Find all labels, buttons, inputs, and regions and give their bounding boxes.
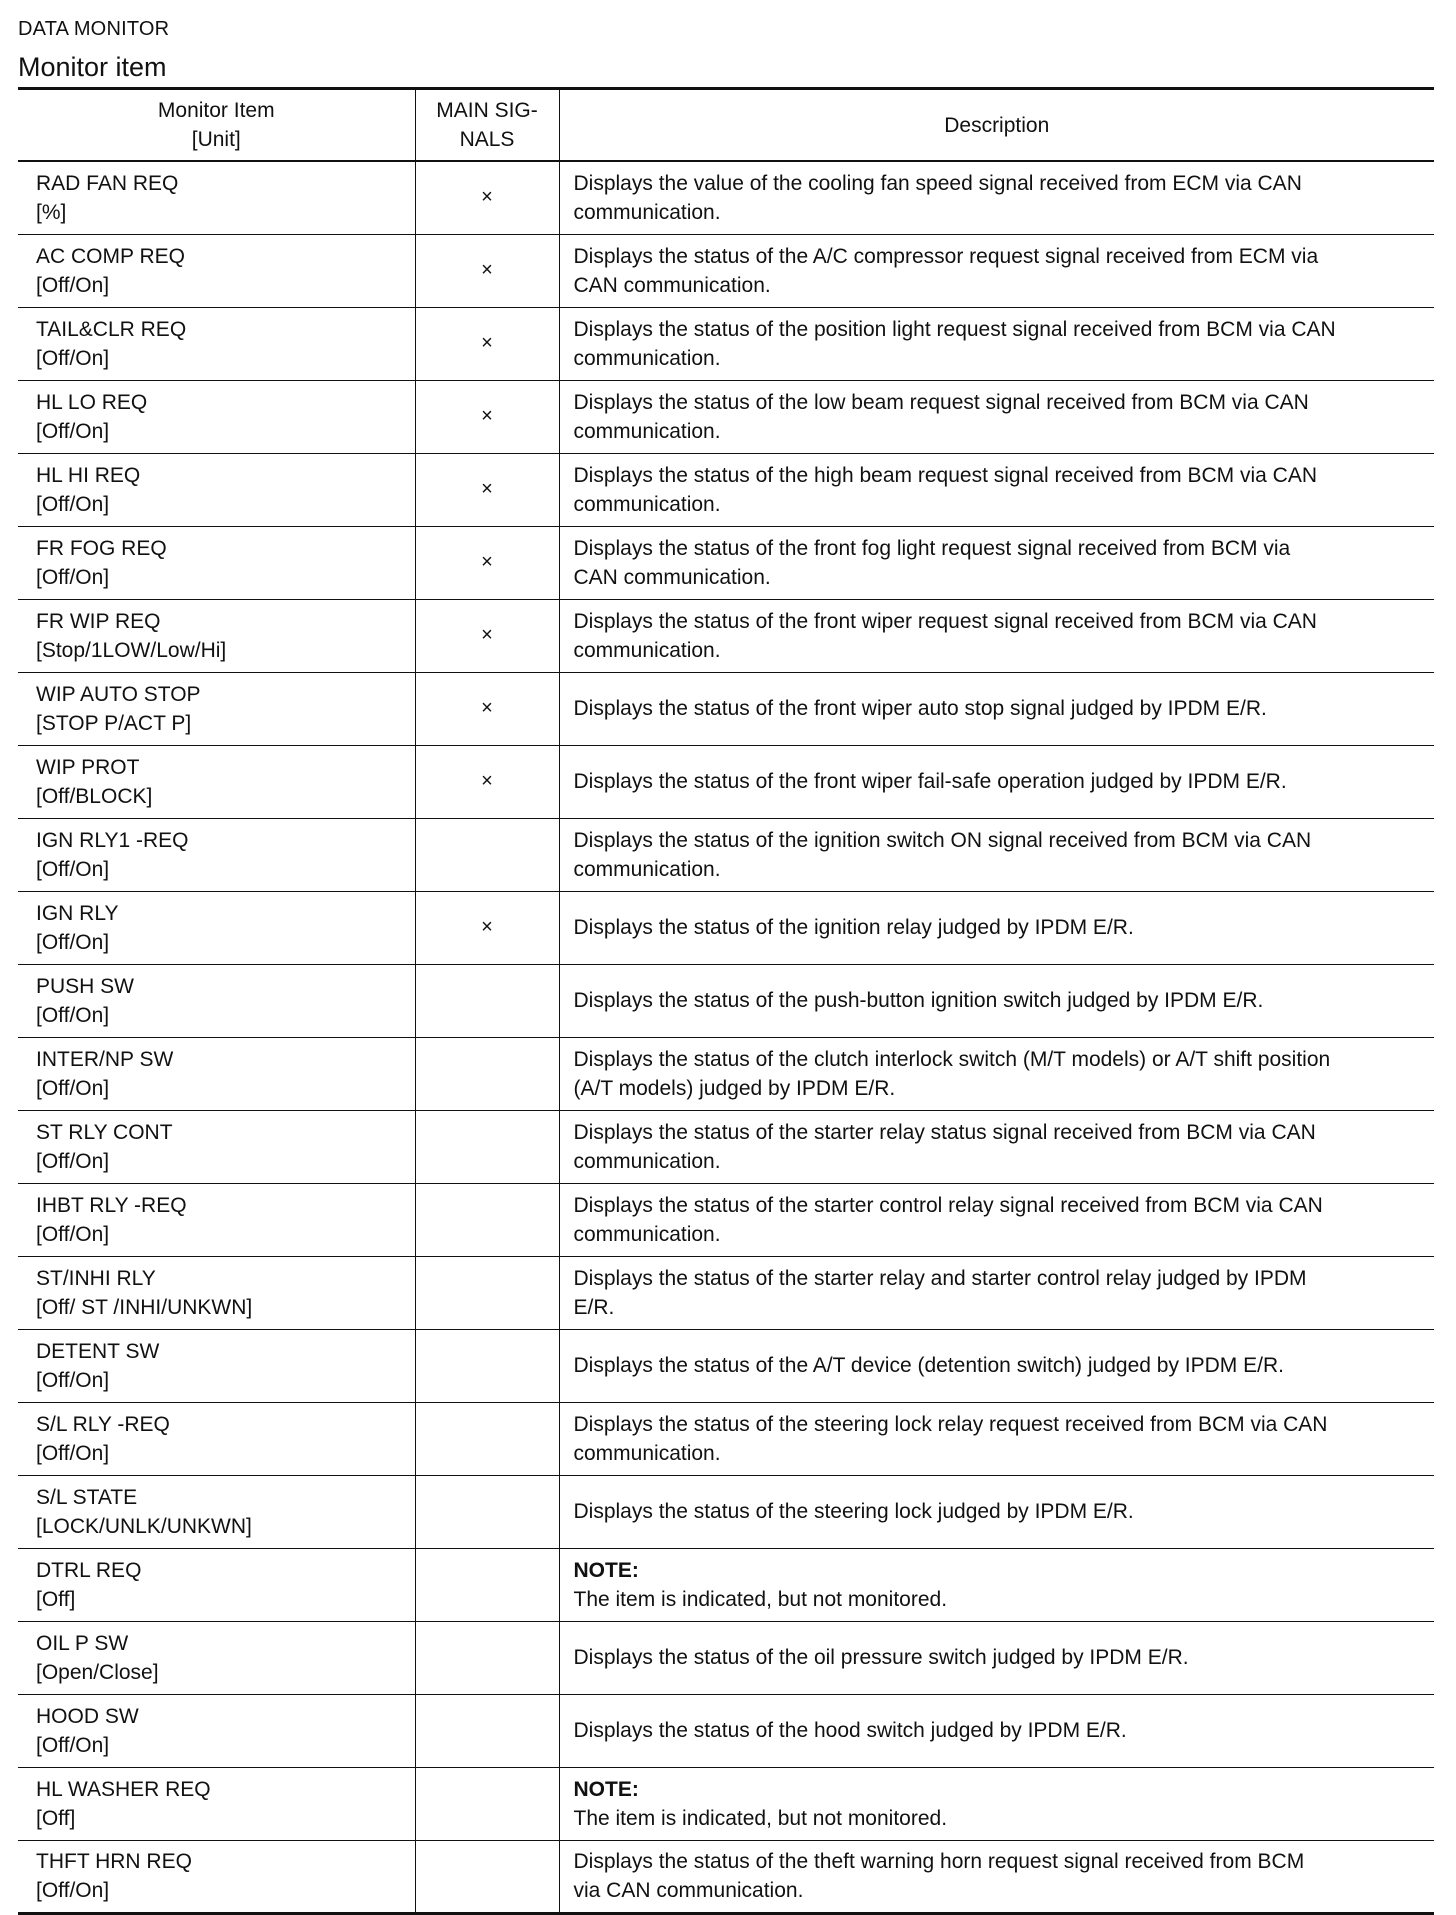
monitor-item-cell bbox=[18, 1475, 415, 1548]
monitor-item-name: S/L STATE bbox=[36, 1485, 138, 1509]
monitor-item-cell bbox=[18, 1402, 415, 1475]
table-row bbox=[18, 1840, 1434, 1913]
monitor-item-cell bbox=[18, 964, 415, 1037]
monitor-item-cell bbox=[18, 599, 415, 672]
main-signals-cell bbox=[415, 1475, 559, 1548]
monitor-item-unit: [Off/On] bbox=[36, 1076, 110, 1100]
description-cell bbox=[559, 891, 1434, 964]
description-cell bbox=[559, 1475, 1434, 1548]
main-signals-cell bbox=[415, 599, 559, 672]
description-line: Displays the value of the cooling fan speed signal received from ECM via CAN bbox=[573, 171, 1302, 195]
description-cell bbox=[559, 818, 1434, 891]
monitor-item-cell bbox=[18, 1110, 415, 1183]
monitor-item-name: HL LO REQ bbox=[36, 390, 148, 414]
description-line: Displays the status of the steering lock judged by IPDM E/R. bbox=[573, 1500, 1134, 1523]
description-line: Displays the status of the starter control relay signal received from BCM via CAN bbox=[573, 1193, 1323, 1217]
description-cell bbox=[559, 1548, 1434, 1621]
monitor-item-cell bbox=[18, 891, 415, 964]
column-header-description bbox=[559, 90, 1434, 161]
table-row bbox=[18, 599, 1434, 672]
main-signals-cell bbox=[415, 1110, 559, 1183]
description-line: Displays the status of the clutch interlock switch (M/T models) or A/T shift position bbox=[573, 1047, 1331, 1071]
monitor-item-cell bbox=[18, 1329, 415, 1402]
column-header-monitor-item-line1: Monitor Item bbox=[157, 99, 275, 122]
main-signals-cell bbox=[415, 672, 559, 745]
table-row bbox=[18, 1694, 1434, 1767]
description-line: CAN communication. bbox=[573, 273, 771, 297]
column-header-description-label: Description bbox=[944, 113, 1050, 137]
main-signals-cell bbox=[415, 1183, 559, 1256]
monitor-item-unit: [LOCK/UNLK/UNKWN] bbox=[36, 1514, 252, 1538]
description-line: E/R. bbox=[573, 1295, 615, 1319]
monitor-item-cell bbox=[18, 818, 415, 891]
main-signals-cell bbox=[415, 964, 559, 1037]
main-signals-cell bbox=[415, 526, 559, 599]
description-line: Displays the status of the ignition relay judged by IPDM E/R. bbox=[573, 916, 1134, 939]
monitor-item-unit: [Off/On] bbox=[36, 419, 110, 443]
monitor-item-cell bbox=[18, 1694, 415, 1767]
description-line: Displays the status of the front wiper auto stop signal judged by IPDM E/R. bbox=[573, 697, 1267, 720]
monitor-item-name: PUSH SW bbox=[36, 974, 135, 998]
description-line: communication. bbox=[573, 492, 721, 516]
main-signals-cell bbox=[415, 1402, 559, 1475]
table-row bbox=[18, 380, 1434, 453]
description-cell bbox=[559, 1256, 1434, 1329]
main-signals-cell bbox=[415, 1256, 559, 1329]
description-line: Displays the status of the steering lock relay request received from BCM via CAN bbox=[573, 1412, 1328, 1436]
monitor-item-unit: [Open/Close] bbox=[36, 1660, 159, 1684]
table-row bbox=[18, 1329, 1434, 1402]
main-signal-mark: × bbox=[481, 770, 493, 792]
note-label: NOTE: bbox=[573, 1777, 639, 1801]
main-signals-cell bbox=[415, 380, 559, 453]
main-signals-cell bbox=[415, 234, 559, 307]
description-cell bbox=[559, 1183, 1434, 1256]
table-row bbox=[18, 161, 1434, 234]
monitor-item-name: ST RLY CONT bbox=[36, 1120, 173, 1144]
main-signals-cell bbox=[415, 1767, 559, 1840]
monitor-item-table bbox=[18, 90, 1434, 1915]
monitor-item-cell bbox=[18, 745, 415, 818]
description-line: communication. bbox=[573, 346, 721, 370]
table-row bbox=[18, 1767, 1434, 1840]
monitor-item-name: TAIL&CLR REQ bbox=[36, 317, 187, 341]
table-row bbox=[18, 1621, 1434, 1694]
section-label: DATA MONITOR bbox=[18, 18, 170, 40]
monitor-item-unit: [%] bbox=[36, 200, 67, 224]
main-signals-cell bbox=[415, 307, 559, 380]
monitor-item-cell bbox=[18, 1840, 415, 1913]
note-label: NOTE: bbox=[573, 1558, 639, 1582]
table-row bbox=[18, 526, 1434, 599]
monitor-item-cell bbox=[18, 307, 415, 380]
description-line: The item is indicated, but not monitored. bbox=[573, 1587, 948, 1611]
main-signal-mark: × bbox=[481, 478, 493, 500]
monitor-item-unit: [Off/On] bbox=[36, 1879, 110, 1902]
monitor-item-cell bbox=[18, 1256, 415, 1329]
monitor-item-unit: [STOP P/ACT P] bbox=[36, 711, 192, 735]
description-line: Displays the status of the front wiper request signal received from BCM via CAN bbox=[573, 609, 1317, 633]
monitor-item-name: THFT HRN REQ bbox=[36, 1850, 192, 1873]
description-cell bbox=[559, 526, 1434, 599]
description-line: CAN communication. bbox=[573, 565, 771, 589]
monitor-item-name: ST/INHI RLY bbox=[36, 1266, 156, 1290]
main-signals-cell bbox=[415, 818, 559, 891]
main-signals-cell bbox=[415, 161, 559, 234]
description-line: Displays the status of the front wiper fail-safe operation judged by IPDM E/R. bbox=[573, 770, 1287, 793]
monitor-item-cell bbox=[18, 453, 415, 526]
monitor-item-name: INTER/NP SW bbox=[36, 1047, 174, 1071]
main-signals-cell bbox=[415, 1037, 559, 1110]
description-cell bbox=[559, 964, 1434, 1037]
monitor-item-unit: [Off/ ST /INHI/UNKWN] bbox=[36, 1295, 253, 1319]
column-header-main-signals-line2: NALS bbox=[459, 128, 515, 151]
description-cell bbox=[559, 1621, 1434, 1694]
table-row bbox=[18, 818, 1434, 891]
table-row bbox=[18, 672, 1434, 745]
description-cell bbox=[559, 1840, 1434, 1913]
description-line: communication. bbox=[573, 1222, 721, 1246]
description-line: Displays the status of the hood switch judged by IPDM E/R. bbox=[573, 1719, 1127, 1742]
monitor-item-cell bbox=[18, 1767, 415, 1840]
monitor-item-name: IHBT RLY -REQ bbox=[36, 1193, 187, 1217]
description-line: Displays the status of the push-button ignition switch judged by IPDM E/R. bbox=[573, 989, 1264, 1012]
monitor-item-unit: [Off] bbox=[36, 1587, 76, 1611]
table-row bbox=[18, 234, 1434, 307]
description-line: Displays the status of the starter relay and starter control relay judged by IPDM bbox=[573, 1266, 1307, 1290]
section-title: Monitor item bbox=[18, 52, 167, 82]
monitor-item-unit: [Off/On] bbox=[36, 1368, 110, 1392]
description-line: Displays the status of the low beam request signal received from BCM via CAN bbox=[573, 390, 1309, 414]
description-line: communication. bbox=[573, 638, 721, 662]
description-line: Displays the status of the A/C compressor request signal received from ECM via bbox=[573, 244, 1319, 268]
description-cell bbox=[559, 161, 1434, 234]
description-cell bbox=[559, 234, 1434, 307]
description-line: Displays the status of the A/T device (detention switch) judged by IPDM E/R. bbox=[573, 1354, 1284, 1377]
monitor-item-name: DETENT SW bbox=[36, 1339, 160, 1363]
monitor-item-name: IGN RLY1 -REQ bbox=[36, 828, 189, 852]
monitor-item-unit: [Off/On] bbox=[36, 930, 110, 954]
main-signal-mark: × bbox=[481, 624, 493, 646]
monitor-item-name: IGN RLY bbox=[36, 901, 119, 925]
table-header-row bbox=[18, 90, 1434, 161]
description-cell bbox=[559, 453, 1434, 526]
main-signals-cell bbox=[415, 891, 559, 964]
monitor-item-unit: [Stop/1LOW/Low/Hi] bbox=[36, 638, 227, 662]
monitor-item-cell bbox=[18, 672, 415, 745]
monitor-item-cell bbox=[18, 380, 415, 453]
main-signals-cell bbox=[415, 1840, 559, 1913]
description-line: communication. bbox=[573, 419, 721, 443]
monitor-item-unit: [Off/On] bbox=[36, 346, 110, 370]
description-line: Displays the status of the front fog light request signal received from BCM via bbox=[573, 536, 1291, 560]
monitor-item-name: FR WIP REQ bbox=[36, 609, 161, 633]
table-row bbox=[18, 745, 1434, 818]
monitor-item-unit: [Off/On] bbox=[36, 857, 110, 881]
description-cell bbox=[559, 745, 1434, 818]
monitor-item-name: OIL P SW bbox=[36, 1631, 129, 1655]
main-signal-mark: × bbox=[481, 697, 493, 719]
table-row bbox=[18, 307, 1434, 380]
monitor-item-unit: [Off/BLOCK] bbox=[36, 784, 153, 808]
main-signal-mark: × bbox=[481, 916, 493, 938]
main-signal-mark: × bbox=[481, 405, 493, 427]
description-line: communication. bbox=[573, 1149, 721, 1173]
description-line: communication. bbox=[573, 200, 721, 224]
table-row bbox=[18, 1110, 1434, 1183]
monitor-item-unit: [Off/On] bbox=[36, 492, 110, 516]
main-signals-cell bbox=[415, 1694, 559, 1767]
monitor-item-unit: [Off] bbox=[36, 1806, 76, 1830]
description-cell bbox=[559, 599, 1434, 672]
monitor-item-name: HL WASHER REQ bbox=[36, 1777, 211, 1801]
description-line: Displays the status of the starter relay status signal received from BCM via CAN bbox=[573, 1120, 1316, 1144]
description-line: Displays the status of the oil pressure switch judged by IPDM E/R. bbox=[573, 1646, 1189, 1669]
description-cell bbox=[559, 307, 1434, 380]
monitor-item-cell bbox=[18, 1548, 415, 1621]
monitor-item-cell bbox=[18, 1037, 415, 1110]
table-row bbox=[18, 1037, 1434, 1110]
table-row bbox=[18, 1183, 1434, 1256]
monitor-item-name: DTRL REQ bbox=[36, 1558, 142, 1582]
monitor-item-cell bbox=[18, 1621, 415, 1694]
description-line: Displays the status of the high beam request signal received from BCM via CAN bbox=[573, 463, 1318, 487]
column-header-monitor-item-line2: [Unit] bbox=[191, 128, 241, 151]
table-row bbox=[18, 891, 1434, 964]
description-line: communication. bbox=[573, 1441, 721, 1465]
main-signals-cell bbox=[415, 1548, 559, 1621]
description-cell bbox=[559, 1694, 1434, 1767]
column-header-main-signals bbox=[415, 90, 559, 161]
description-cell bbox=[559, 672, 1434, 745]
monitor-item-unit: [Off/On] bbox=[36, 1441, 110, 1465]
description-line: (A/T models) judged by IPDM E/R. bbox=[573, 1076, 896, 1100]
table-row bbox=[18, 1256, 1434, 1329]
description-line: The item is indicated, but not monitored. bbox=[573, 1806, 948, 1830]
monitor-item-unit: [Off/On] bbox=[36, 565, 110, 589]
description-cell bbox=[559, 1767, 1434, 1840]
monitor-item-name: WIP AUTO STOP bbox=[36, 682, 201, 706]
main-signals-cell bbox=[415, 745, 559, 818]
monitor-item-unit: [Off/On] bbox=[36, 1149, 110, 1173]
description-cell bbox=[559, 1037, 1434, 1110]
monitor-item-name: S/L RLY -REQ bbox=[36, 1412, 170, 1436]
description-cell bbox=[559, 1402, 1434, 1475]
main-signals-cell bbox=[415, 1621, 559, 1694]
monitor-item-unit: [Off/On] bbox=[36, 1003, 110, 1027]
column-header-main-signals-line1: MAIN SIG- bbox=[436, 99, 538, 122]
monitor-item-unit: [Off/On] bbox=[36, 273, 110, 297]
monitor-item-cell bbox=[18, 234, 415, 307]
monitor-item-cell bbox=[18, 526, 415, 599]
monitor-item-name: RAD FAN REQ bbox=[36, 171, 179, 195]
description-line: via CAN communication. bbox=[573, 1879, 804, 1902]
main-signal-mark: × bbox=[481, 332, 493, 354]
monitor-item-name: HL HI REQ bbox=[36, 463, 141, 487]
main-signals-cell bbox=[415, 453, 559, 526]
monitor-item-name: HOOD SW bbox=[36, 1704, 139, 1728]
table-row bbox=[18, 1548, 1434, 1621]
main-signal-mark: × bbox=[481, 259, 493, 281]
table-row bbox=[18, 1402, 1434, 1475]
main-signal-mark: × bbox=[481, 551, 493, 573]
description-cell bbox=[559, 1329, 1434, 1402]
table-row bbox=[18, 964, 1434, 1037]
monitor-item-unit: [Off/On] bbox=[36, 1222, 110, 1246]
monitor-item-name: FR FOG REQ bbox=[36, 536, 167, 560]
monitor-item-unit: [Off/On] bbox=[36, 1733, 110, 1757]
description-line: Displays the status of the ignition switch ON signal received from BCM via CAN bbox=[573, 828, 1312, 852]
table-row bbox=[18, 453, 1434, 526]
monitor-item-cell bbox=[18, 1183, 415, 1256]
description-cell bbox=[559, 1110, 1434, 1183]
monitor-item-name: WIP PROT bbox=[36, 755, 140, 779]
description-cell bbox=[559, 380, 1434, 453]
description-line: communication. bbox=[573, 857, 721, 881]
main-signals-cell bbox=[415, 1329, 559, 1402]
column-header-monitor-item bbox=[18, 90, 415, 161]
main-signal-mark: × bbox=[481, 186, 493, 209]
monitor-item-name: AC COMP REQ bbox=[36, 244, 185, 268]
table-row bbox=[18, 1475, 1434, 1548]
description-line: Displays the status of the position light request signal received from BCM via CAN bbox=[573, 317, 1336, 341]
monitor-item-cell bbox=[18, 161, 415, 234]
description-line: Displays the status of the theft warning horn request signal received from BCM bbox=[573, 1850, 1305, 1873]
